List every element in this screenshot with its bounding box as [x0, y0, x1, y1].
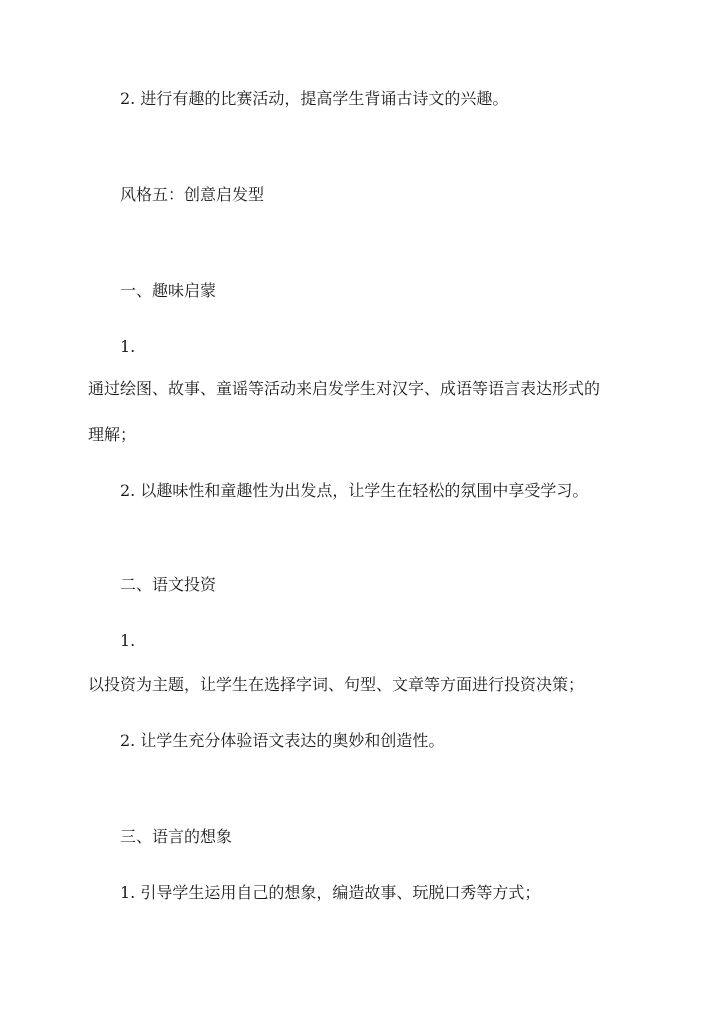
list-item: 2. 进行有趣的比赛活动，提高学生背诵古诗文的兴趣。 — [120, 89, 509, 108]
section-heading: 二、语文投资 — [120, 575, 217, 594]
section-heading: 一、趣味启蒙 — [120, 281, 217, 300]
paragraph-line: 通过绘图、故事、童谣等活动来启发学生对汉字、成语等语言表达形式的 — [88, 379, 601, 398]
section-heading: 三、语言的想象 — [120, 827, 233, 846]
list-item-number: 1. — [120, 631, 136, 650]
section-title: 风格五：创意启发型 — [120, 185, 265, 204]
paragraph-line: 理解； — [88, 425, 137, 444]
list-item: 1. 引导学生运用自己的想象，编造故事、玩脱口秀等方式； — [120, 883, 541, 902]
list-item: 2. 让学生充分体验语文表达的奥妙和创造性。 — [120, 731, 445, 750]
paragraph-line: 以投资为主题，让学生在选择字词、句型、文章等方面进行投资决策； — [88, 675, 585, 694]
list-item-number: 1. — [120, 337, 136, 356]
list-item: 2. 以趣味性和童趣性为出发点，让学生在轻松的氛围中享受学习。 — [120, 481, 589, 500]
